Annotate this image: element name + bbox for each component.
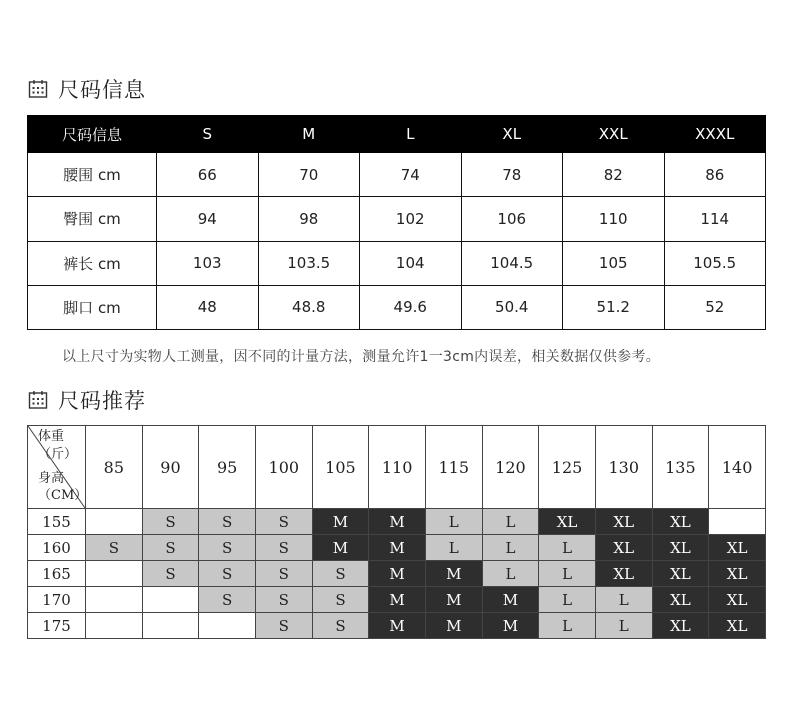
size-recommend-table: [27, 425, 766, 639]
size-recommend-cell: XL: [652, 561, 709, 587]
table-row: [28, 285, 766, 329]
size-recommend-cell: M: [369, 587, 426, 613]
size-recommend-cell: XL: [709, 613, 766, 639]
empty-cell: [86, 561, 143, 587]
empty-cell: [86, 613, 143, 639]
measure-value: 51.2: [563, 285, 665, 329]
size-recommend-cell: S: [199, 587, 256, 613]
size-recommend-cell: M: [482, 613, 539, 639]
size-recommend-cell: XL: [539, 509, 596, 535]
weight-header-cell: 120: [482, 426, 539, 509]
size-recommend-cell: XL: [709, 561, 766, 587]
measure-value: 94: [157, 197, 259, 241]
measure-value: 102: [360, 197, 462, 241]
size-header-cell: XL: [461, 116, 563, 153]
weight-header-cell: 140: [709, 426, 766, 509]
size-recommend-cell: L: [425, 509, 482, 535]
weight-header-cell: 95: [199, 426, 256, 509]
size-header-label: 尺码信息: [28, 116, 157, 153]
size-recommend-cell: L: [539, 561, 596, 587]
weight-header-cell: 90: [142, 426, 199, 509]
measure-value: 110: [563, 197, 665, 241]
measure-value: 98: [258, 197, 360, 241]
measure-value: 114: [664, 197, 766, 241]
size-recommend-cell: XL: [709, 535, 766, 561]
size-header-cell: L: [360, 116, 462, 153]
table-row: [28, 613, 766, 639]
measurement-note: 以上尺寸为实物人工测量，因不同的计量方法，测量允许1一3cm内误差，相关数据仅供参考。: [62, 349, 661, 365]
size-recommend-cell: M: [369, 613, 426, 639]
size-recommend-cell: M: [482, 587, 539, 613]
weight-header-cell: 130: [595, 426, 652, 509]
empty-cell: [86, 509, 143, 535]
measure-value: 74: [360, 153, 462, 197]
height-row-label: 170: [28, 587, 86, 613]
measure-value: 70: [258, 153, 360, 197]
size-recommend-cell: S: [255, 587, 312, 613]
height-row-label: 175: [28, 613, 86, 639]
height-row-label: 155: [28, 509, 86, 535]
table-row: [28, 197, 766, 241]
measure-value: 105: [563, 241, 665, 285]
height-label: 身高: [38, 471, 65, 486]
size-recommend-cell: S: [312, 561, 369, 587]
size-recommend-cell: M: [312, 509, 369, 535]
empty-cell: [142, 587, 199, 613]
measure-value: 106: [461, 197, 563, 241]
size-recommend-cell: L: [482, 535, 539, 561]
size-header-cell: XXL: [563, 116, 665, 153]
size-header-cell: XXXL: [664, 116, 766, 153]
weight-header-cell: 85: [86, 426, 143, 509]
measure-value: 103.5: [258, 241, 360, 285]
size-recommend-cell: M: [369, 561, 426, 587]
weight-header-cell: 110: [369, 426, 426, 509]
weight-header-cell: 115: [425, 426, 482, 509]
measure-value: 104.5: [461, 241, 563, 285]
measure-value: 105.5: [664, 241, 766, 285]
measure-value: 48: [157, 285, 259, 329]
weight-header-cell: 100: [255, 426, 312, 509]
measure-value: 103: [157, 241, 259, 285]
measure-label: 脚口 cm: [28, 285, 157, 329]
size-recommend-cell: M: [369, 535, 426, 561]
size-recommend-cell: L: [482, 509, 539, 535]
measure-value: 86: [664, 153, 766, 197]
measure-value: 52: [664, 285, 766, 329]
measure-value: 104: [360, 241, 462, 285]
height-unit: （CM）: [38, 488, 88, 503]
size-recommend-cell: S: [312, 613, 369, 639]
table-row: [28, 241, 766, 285]
size-recommend-cell: S: [199, 535, 256, 561]
size-info-heading: [28, 74, 146, 104]
calendar-grid-icon: [28, 79, 48, 99]
table-row: [28, 587, 766, 613]
size-recommend-cell: XL: [595, 561, 652, 587]
size-info-title: 尺码信息: [58, 78, 146, 102]
size-header-cell: S: [157, 116, 259, 153]
size-recommend-cell: XL: [652, 509, 709, 535]
size-recommend-cell: S: [255, 613, 312, 639]
size-header-cell: M: [258, 116, 360, 153]
size-recommend-cell: M: [312, 535, 369, 561]
height-row-label: 165: [28, 561, 86, 587]
weight-header-row: [28, 426, 766, 509]
measure-value: 48.8: [258, 285, 360, 329]
size-recommend-cell: M: [425, 613, 482, 639]
size-recommend-cell: S: [255, 509, 312, 535]
table-row: [28, 561, 766, 587]
size-recommend-cell: XL: [709, 587, 766, 613]
weight-unit: （斤）: [38, 447, 78, 462]
measure-value: 50.4: [461, 285, 563, 329]
size-recommend-cell: XL: [595, 535, 652, 561]
size-recommend-cell: M: [425, 587, 482, 613]
size-recommend-cell: L: [482, 561, 539, 587]
size-info-table: [27, 115, 766, 330]
size-recommend-cell: S: [255, 535, 312, 561]
measure-value: 78: [461, 153, 563, 197]
size-recommend-cell: S: [86, 535, 143, 561]
empty-cell: [142, 613, 199, 639]
size-recommend-cell: L: [595, 587, 652, 613]
size-recommend-cell: S: [255, 561, 312, 587]
measure-value: 82: [563, 153, 665, 197]
table-row: [28, 153, 766, 197]
table-corner-cell: [28, 426, 86, 509]
size-recommend-cell: S: [142, 535, 199, 561]
size-recommend-cell: L: [595, 613, 652, 639]
table-row: [28, 509, 766, 535]
measure-label: 臀围 cm: [28, 197, 157, 241]
size-recommend-heading: [28, 385, 146, 415]
weight-label: 体重: [38, 429, 65, 444]
empty-cell: [86, 587, 143, 613]
size-recommend-title: 尺码推荐: [58, 389, 146, 413]
size-recommend-cell: L: [539, 535, 596, 561]
size-recommend-cell: S: [142, 561, 199, 587]
size-recommend-cell: L: [539, 587, 596, 613]
calendar-grid-icon: [28, 390, 48, 410]
measure-value: 66: [157, 153, 259, 197]
size-recommend-cell: XL: [595, 509, 652, 535]
empty-cell: [709, 509, 766, 535]
size-recommend-cell: XL: [652, 535, 709, 561]
measure-label: 裤长 cm: [28, 241, 157, 285]
size-recommend-cell: L: [425, 535, 482, 561]
size-recommend-cell: S: [199, 561, 256, 587]
size-recommend-cell: L: [539, 613, 596, 639]
weight-header-cell: 135: [652, 426, 709, 509]
table-row: [28, 535, 766, 561]
size-recommend-cell: S: [199, 509, 256, 535]
size-table-header-row: [28, 116, 766, 153]
weight-header-cell: 125: [539, 426, 596, 509]
size-recommend-cell: M: [425, 561, 482, 587]
size-recommend-cell: S: [312, 587, 369, 613]
size-recommend-cell: M: [369, 509, 426, 535]
measure-label: 腰围 cm: [28, 153, 157, 197]
height-row-label: 160: [28, 535, 86, 561]
empty-cell: [199, 613, 256, 639]
measure-value: 49.6: [360, 285, 462, 329]
size-recommend-cell: XL: [652, 613, 709, 639]
size-recommend-cell: XL: [652, 587, 709, 613]
size-recommend-cell: S: [142, 509, 199, 535]
weight-header-cell: 105: [312, 426, 369, 509]
